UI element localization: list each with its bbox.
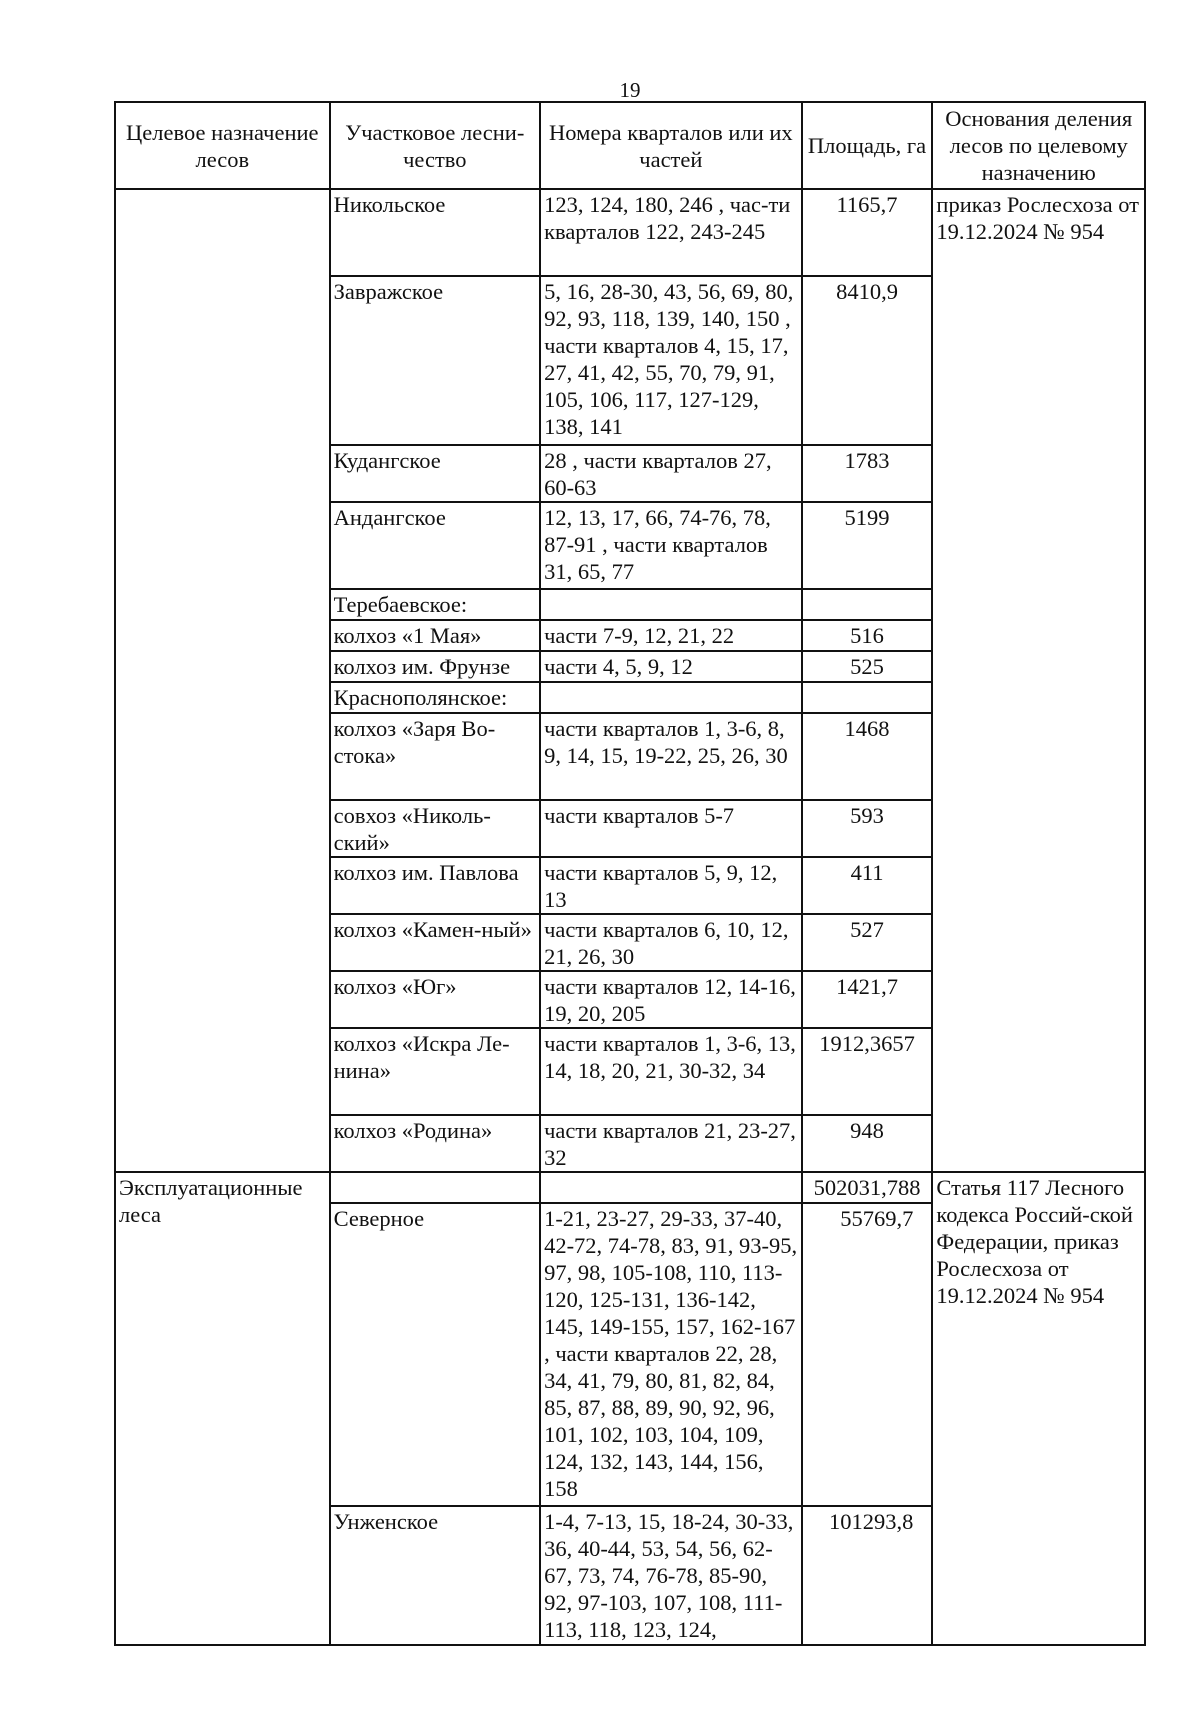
table-row-exploitation-total — [115, 1172, 1145, 1203]
quarters-cell — [540, 682, 802, 713]
area-cell: 593 — [802, 800, 933, 857]
area-cell: 527 — [802, 914, 933, 971]
quarters-cell: 28 , части кварталов 27, 60-63 — [540, 445, 802, 502]
quarters-cell: части кварталов 21, 23-27, 32 — [540, 1115, 802, 1172]
forestry-cell: колхоз им. Фрунзе — [330, 651, 540, 682]
purpose-cell: Эксплуатационные леса — [115, 1172, 330, 1645]
forest-division-table — [114, 101, 1146, 1646]
quarters-cell: части кварталов 6, 10, 12, 21, 26, 30 — [540, 914, 802, 971]
forestry-cell: Андангское — [330, 502, 540, 589]
area-cell: 948 — [802, 1115, 933, 1172]
area-cell — [802, 682, 933, 713]
area-cell — [802, 589, 933, 620]
quarters-cell: 123, 124, 180, 246 , час-ти кварталов 122, 243-245 — [540, 189, 802, 276]
forestry-cell: Теребаевское: — [330, 589, 540, 620]
quarters-cell: части кварталов 5, 9, 12, 13 — [540, 857, 802, 914]
area-cell: 1421,7 — [802, 971, 933, 1028]
area-cell: 525 — [802, 651, 933, 682]
header-purpose: Целевое назначение лесов — [115, 102, 330, 189]
forestry-cell: колхоз «1 Мая» — [330, 620, 540, 651]
quarters-cell: части кварталов 5-7 — [540, 800, 802, 857]
forestry-cell: Северное — [330, 1203, 540, 1506]
area-cell: 411 — [802, 857, 933, 914]
area-cell: 1912,3657 — [802, 1028, 933, 1115]
header-quarters: Номера кварталов или их частей — [540, 102, 802, 189]
table-row — [115, 189, 1145, 276]
quarters-cell — [540, 589, 802, 620]
quarters-cell — [540, 1172, 802, 1203]
quarters-cell: 1-21, 23-27, 29-33, 37-40, 42-72, 74-78, 83, 91, 93-95, 97, 98, 105-108, 110, 113-120, 125-131, 136-142, 145, 149-155, 157, 162-167 , части кварталов 22, 28, 34, 41, 79, 80, 81, 82, 84, 85, 87, 88, 89, 90, 92, 96, 101, 102, 103, 104, 109, 124, 132, 143, 144, 156, 158 — [540, 1203, 802, 1506]
area-cell: 1783 — [802, 445, 933, 502]
forestry-cell: колхоз «Родина» — [330, 1115, 540, 1172]
quarters-cell: части 7-9, 12, 21, 22 — [540, 620, 802, 651]
header-area: Площадь, га — [802, 102, 933, 189]
forestry-cell: колхоз «Искра Ле-нина» — [330, 1028, 540, 1115]
table-header-row — [115, 102, 1145, 189]
quarters-cell: 1-4, 7-13, 15, 18-24, 30-33, 36, 40-44, 53, 54, 56, 62-67, 73, 74, 76-78, 85-90, 92, 97-103, 107, 108, 111-113, 118, 123, 124, — [540, 1506, 802, 1645]
forestry-cell — [330, 1172, 540, 1203]
area-cell: 5199 — [802, 502, 933, 589]
area-cell: 8410,9 — [802, 276, 933, 445]
quarters-cell: части кварталов 12, 14-16, 19, 20, 205 — [540, 971, 802, 1028]
quarters-cell: части кварталов 1, 3-6, 8, 9, 14, 15, 19-22, 25, 26, 30 — [540, 713, 802, 800]
area-cell: 516 — [802, 620, 933, 651]
forestry-cell: Завражское — [330, 276, 540, 445]
page-number: 19 — [619, 78, 641, 102]
purpose-cell-continued — [115, 189, 330, 1172]
forestry-cell: колхоз им. Павлова — [330, 857, 540, 914]
forestry-cell: колхоз «Камен-ный» — [330, 914, 540, 971]
quarters-cell: части кварталов 1, 3-6, 13, 14, 18, 20, 21, 30-32, 34 — [540, 1028, 802, 1115]
forestry-cell: колхоз «Юг» — [330, 971, 540, 1028]
area-cell: 1468 — [802, 713, 933, 800]
quarters-cell: 12, 13, 17, 66, 74-76, 78, 87-91 , части кварталов 31, 65, 77 — [540, 502, 802, 589]
forestry-cell: Краснополянское: — [330, 682, 540, 713]
area-cell: 1165,7 — [802, 189, 933, 276]
basis-cell: Статья 117 Лесного кодекса Россий-ской Федерации, приказ Рослесхоза от 19.12.2024 № 954 — [932, 1172, 1145, 1645]
area-cell-total: 502031,788 — [802, 1172, 933, 1203]
forestry-cell: Кудангское — [330, 445, 540, 502]
header-basis: Основания деления лесов по целевому назначению — [932, 102, 1145, 189]
forestry-cell: колхоз «Заря Во-стока» — [330, 713, 540, 800]
header-forestry: Участковое лесни-чество — [330, 102, 540, 189]
forestry-cell: Унженское — [330, 1506, 540, 1645]
area-cell: 55769,7 — [802, 1203, 933, 1506]
forestry-cell: совхоз «Николь-ский» — [330, 800, 540, 857]
basis-cell: приказ Рослесхоза от 19.12.2024 № 954 — [932, 189, 1145, 1172]
quarters-cell: части 4, 5, 9, 12 — [540, 651, 802, 682]
area-cell: 101293,8 — [802, 1506, 933, 1645]
forestry-cell: Никольское — [330, 189, 540, 276]
quarters-cell: 5, 16, 28-30, 43, 56, 69, 80, 92, 93, 118, 139, 140, 150 , части кварталов 4, 15, 17, 27, 41, 42, 55, 70, 79, 91, 105, 106, 117, 127-129, 138, 141 — [540, 276, 802, 445]
